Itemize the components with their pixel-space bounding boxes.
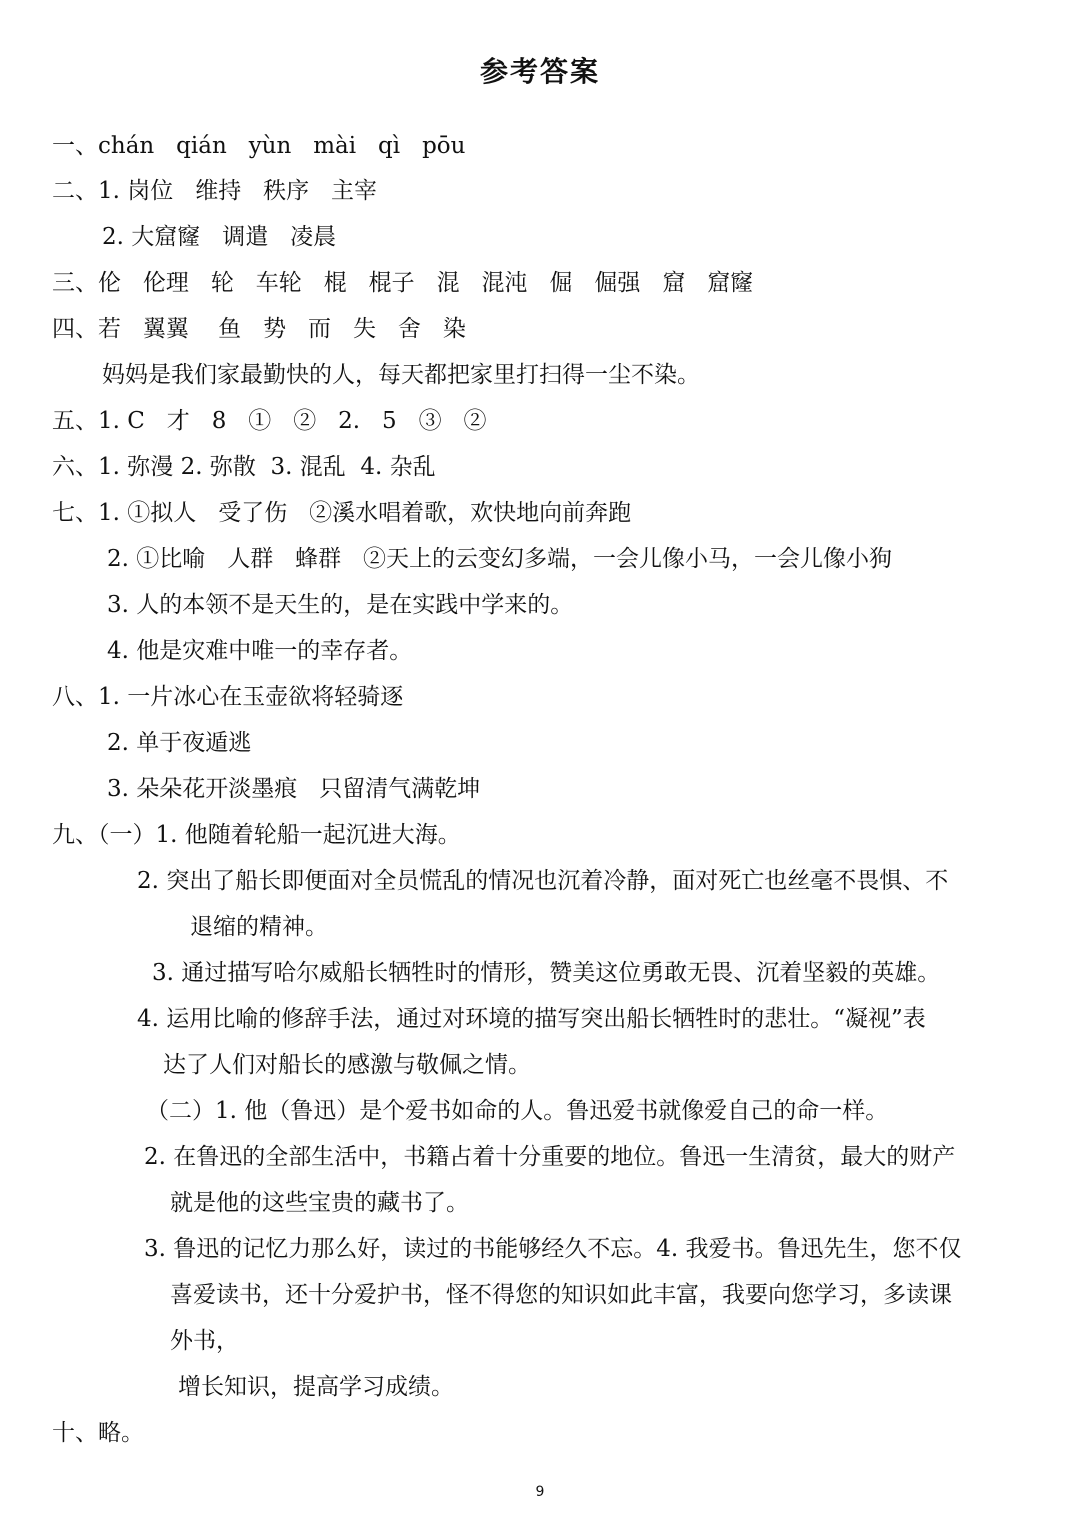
answer-line-26: 喜爱读书，还十分爱护书，怪不得您的知识如此丰富，我要向您学习，多读课: [170, 1282, 952, 1308]
answer-line-7: 五、1. C 才 8 ① ② 2. 5 ③ ②: [52, 408, 487, 434]
answer-line-18: 退缩的精神。: [190, 914, 328, 940]
answer-line-10: 2. ①比喻 人群 蜂群 ②天上的云变幻多端，一会儿像小马，一会儿像小狗: [107, 546, 893, 572]
answer-line-15: 3. 朵朵花开淡墨痕 只留清气满乾坤: [107, 776, 481, 802]
answer-line-22: （二）1. 他（鲁迅）是个爱书如命的人。鲁迅爱书就像爱自己的命一样。: [146, 1098, 889, 1124]
answer-line-9: 七、1. ①拟人 受了伤 ②溪水唱着歌，欢快地向前奔跑: [52, 500, 632, 526]
answer-line-14: 2. 单于夜遁逃: [107, 730, 252, 756]
answer-line-13: 八、1. 一片冰心在玉壶欲将轻骑逐: [52, 684, 404, 710]
answer-line-8: 六、1. 弥漫 2. 弥散 3. 混乱 4. 杂乱: [52, 454, 436, 480]
answer-line-16: 九、（一）1. 他随着轮船一起沉进大海。: [52, 822, 461, 848]
page-number: 9: [535, 1484, 545, 1500]
answer-line-19: 3. 通过描写哈尔威船长牺牲时的情形，赞美这位勇敢无畏、沉着坚毅的英雄。: [152, 960, 941, 986]
answer-line-21: 达了人们对船长的感激与敬佩之情。: [163, 1052, 531, 1078]
answer-line-3: 2. 大窟窿 调遣 凌晨: [102, 224, 337, 250]
answer-line-4: 三、伦 伦理 轮 车轮 棍 棍子 混 混沌 倔 倔强 窟 窟窿: [52, 270, 754, 296]
answer-line-28: 增长知识，提高学习成绩。: [178, 1374, 454, 1400]
answer-line-12: 4. 他是灾难中唯一的幸存者。: [107, 638, 413, 664]
answer-line-17: 2. 突出了船长即便面对全员慌乱的情况也沉着冷静，面对死亡也丝毫不畏惧、不: [137, 868, 949, 894]
answer-line-5: 四、若 翼翼 鱼 势 而 失 舍 染: [52, 316, 466, 342]
answer-line-20: 4. 运用比喻的修辞手法，通过对环境的描写突出船长牺牲时的悲壮。“凝视”表: [137, 1006, 926, 1032]
answer-line-24: 就是他的这些宝贵的藏书了。: [170, 1190, 469, 1216]
answer-line-25: 3. 鲁迅的记忆力那么好，读过的书能够经久不忘。4. 我爱书。鲁迅先生，您不仅: [144, 1236, 962, 1262]
answer-line-1: 一、chán qián yùn mài qì pōu: [52, 133, 466, 159]
answer-line-23: 2. 在鲁迅的全部生活中，书籍占着十分重要的地位。鲁迅一生清贫，最大的财产: [144, 1144, 956, 1170]
answer-line-11: 3. 人的本领不是天生的，是在实践中学来的。: [107, 592, 574, 618]
answer-line-2: 二、1. 岗位 维持 秩序 主宰: [52, 178, 378, 204]
answer-line-29: 十、略。: [52, 1420, 144, 1446]
page-title: 参考答案: [479, 55, 600, 88]
answer-line-27: 外书，: [170, 1328, 239, 1354]
answer-line-6: 妈妈是我们家最勤快的人，每天都把家里打扫得一尘不染。: [102, 362, 700, 388]
